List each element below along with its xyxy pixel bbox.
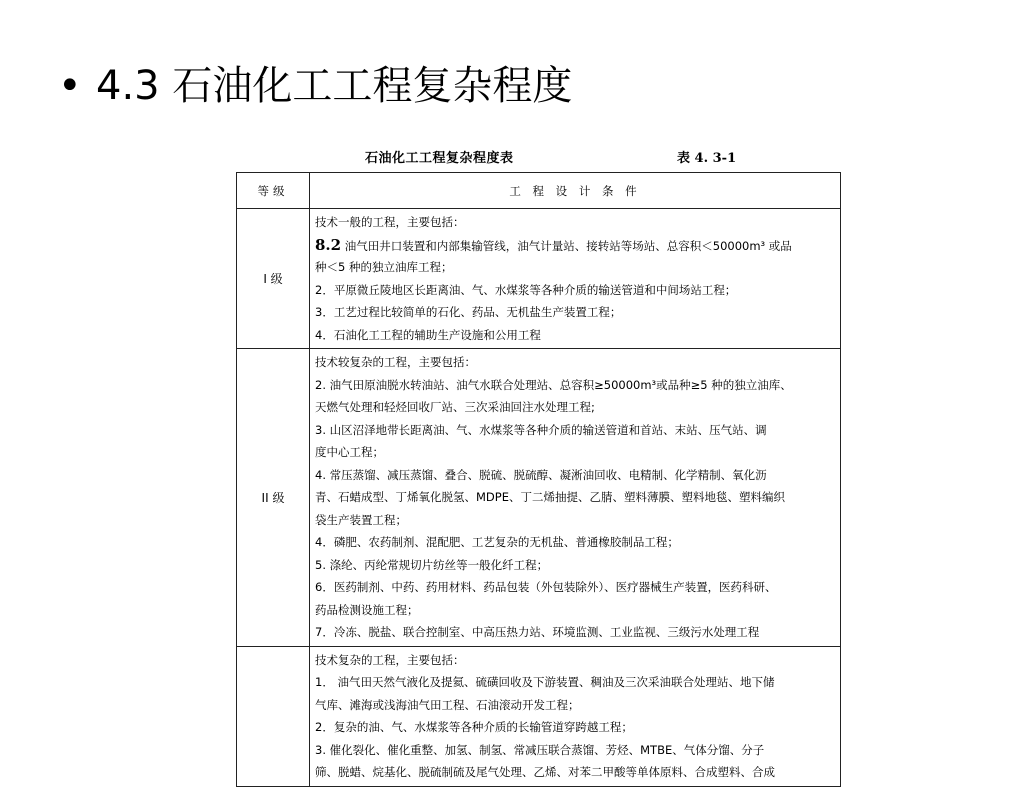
condition-line: 4．石油化工工程的辅助生产设施和公用工程: [315, 327, 541, 342]
header-conditions: 工 程 设 计 条 件: [310, 173, 841, 209]
condition-line: 筛、脱蜡、烷基化、脱硫制硫及尾气处理、乙烯、对苯二甲酸等单体原料、合成塑料、合成: [315, 765, 775, 779]
condition-line: 2. 油气田原油脱水转油站、油气水联合处理站、总容积≥50000m³或品种≥5 种的独立油库、: [315, 377, 792, 392]
table-row: [237, 349, 841, 647]
grade-cell: [237, 646, 310, 786]
condition-line: 气库、滩海或浅海油气田工程、石油滚动开发工程；: [315, 697, 580, 712]
condition-line: 6．医药制剂、中药、药用材料、药品包装（外包装除外）、医疗器械生产装置，医药科研、: [315, 580, 777, 594]
condition-line: 3. 催化裂化、催化重整、加氢、制氢、常减压联合蒸馏、芳烃、MTBE、气体分馏、分子: [315, 742, 765, 757]
condition-line: 1． 油气田天然气液化及提氦、硫磺回收及下游装置、稠油及三次采油联合处理站、地下储: [315, 675, 775, 689]
header-grade: 等级: [237, 173, 310, 209]
condition-line: 技术复杂的工程，主要包括：: [315, 652, 465, 667]
condition-line: 天燃气处理和轻烃回收厂站、三次采油回注水处理工程;: [315, 400, 595, 414]
condition-line: 4．磷肥、农药制剂、混配肥、工艺复杂的无机盐、普通橡胶制品工程；: [315, 535, 679, 549]
table-row: [237, 209, 841, 349]
condition-line: 技术较复杂的工程，主要包括：: [315, 355, 476, 369]
grade-cell: II 级: [237, 349, 310, 647]
condition-line: 青、石蜡成型、丁烯氧化脱氢、MDPE、丁二烯抽提、乙腈、塑料薄膜、塑料地毯、塑料编织: [315, 490, 785, 504]
table-row: [237, 646, 841, 786]
condition-line: 技术一般的工程，主要包括：: [315, 215, 465, 229]
condition-line: 袋生产装置工程；: [315, 512, 407, 527]
condition-line: 4. 常压蒸馏、减压蒸馏、叠合、脱硫、脱硫醇、凝淅油回收、电精制、化学精制、氧化沥: [315, 467, 767, 482]
condition-line: 2．平原微丘陵地区长距离油、气、水煤浆等各种介质的输送管道和中间场站工程；: [315, 282, 737, 297]
table-caption-number: 表 4. 3-1: [677, 151, 737, 166]
complexity-table: [236, 172, 841, 787]
conditions-cell: [310, 646, 841, 786]
table-caption: [235, 136, 843, 172]
table-header-row: [237, 173, 841, 209]
condition-line: 2．复杂的油、气、水煤浆等各种介质的长输管道穿跨越工程；: [315, 720, 633, 734]
condition-line: 5. 涤纶、丙纶常规切片纺丝等一般化纤工程；: [315, 557, 549, 572]
condition-line: 种＜5 种的独立油库工程；: [315, 260, 453, 274]
grade-cell: I 级: [237, 209, 310, 349]
slide-title-line: [58, 58, 572, 114]
conditions-cell: [310, 349, 841, 647]
complexity-table-image: [235, 136, 843, 779]
condition-line: 药品检测设施工程；: [315, 602, 419, 617]
condition-line: 度中心工程；: [315, 445, 384, 459]
slide-title: 4.3 石油化工工程复杂程度: [96, 63, 573, 109]
condition-line: 3. 山区沼泽地带长距离油、气、水煤浆等各种介质的输送管道和首站、末站、压气站、调: [315, 422, 767, 437]
condition-line: 7．冷冻、脱盐、联合控制室、中高压热力站、环境监测、工业监视、三级污水处理工程: [315, 625, 760, 639]
condition-line: 8.2 油气田井口装置和内部集输管线，油气计量站、接转站等场站、总容积＜50000m³ 或品: [315, 235, 792, 254]
table-caption-title: 石油化工工程复杂程度表: [365, 151, 514, 166]
conditions-cell: [310, 209, 841, 349]
bullet-icon: •: [58, 63, 82, 109]
condition-line: 3．工艺过程比较简单的石化、药品、无机盐生产装置工程；: [315, 305, 622, 319]
